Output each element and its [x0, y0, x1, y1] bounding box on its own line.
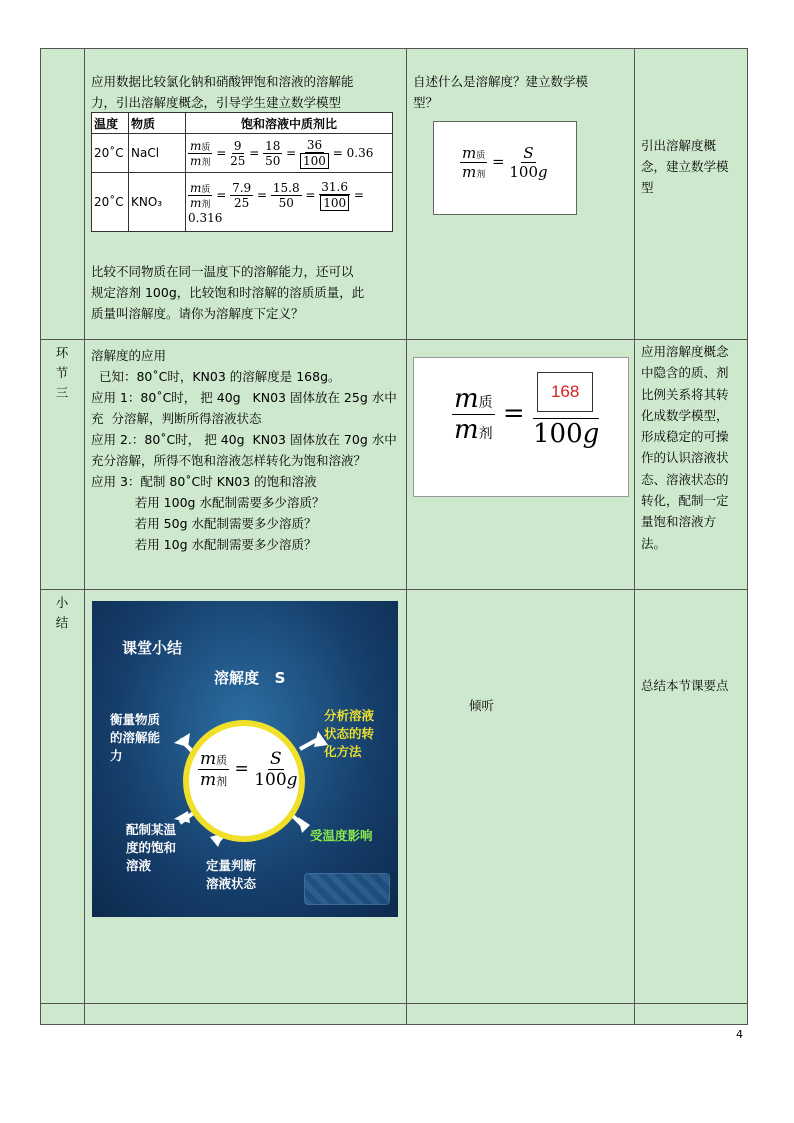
row3-intent: 总结本节课要点 — [641, 678, 729, 693]
slide-center-label: 溶解度 S — [214, 669, 286, 687]
slide-formula: $\frac{\text{m质}}{\text{m剂}}$ = $\frac{S}{100g}$ — [200, 749, 298, 790]
row1-teacher-definition: 比较不同物质在同一温度下的溶解能力，还可以 规定溶剂 100g，比较饱和时溶解的溶质质量，此 质量叫溶解度。请你为溶解度下定义？ — [91, 264, 365, 321]
slide-decoration — [304, 873, 390, 905]
section-label-summary: 小 结 — [55, 595, 69, 630]
row2-intent: 应用溶解度概念 中隐含的质、剂 比例关系将其转 化成数学模型， 形成稳定的可操 作的认识溶液状 态、溶液状态的 转化，配制一定 量饱和溶液方 法。 — [641, 344, 729, 551]
answer-box: 168 — [537, 372, 593, 412]
lesson-table — [40, 48, 748, 1025]
table-row: 20˚C NaCl $\frac{\text{m质}}{\text{m剂}}$ = $\frac{9}{25}$ = $\frac{18}{50}$ = $\frac{36}{100}$ = 0.36 — [92, 134, 393, 173]
slide-label-left-top: 衡量物质 的溶解能 力 — [110, 712, 161, 763]
solubility-formula-large: $\frac{\text{m质}}{\text{m剂}}$ = $\frac{168}{100g}$ — [413, 357, 629, 497]
header-substance: 物质 — [129, 113, 186, 134]
header-ratio: 饱和溶液中质剂比 — [186, 113, 393, 134]
header-temp: 温度 — [92, 113, 129, 134]
slide-label-right-bottom: 受温度影响 — [310, 828, 373, 843]
slide-label-left-bottom: 配制某温 度的饱和 溶液 — [126, 822, 177, 873]
ratio-table — [91, 112, 393, 232]
section-label-3: 环 节 三 — [55, 345, 69, 400]
solubility-formula-small: $\frac{\text{m质}}{\text{m剂}}$ = $\frac{S}{100g}$ — [433, 121, 577, 215]
row1-student: 自述什么是溶解度？建立数学模 型？ — [413, 74, 589, 110]
table-row: 20˚C KNO₃ $\frac{\text{m质}}{\text{m剂}}$ = $\frac{7.9}{25}$ = $\frac{15.8}{50}$ = $\frac{31.6}{100}$ = 0.316 — [92, 173, 393, 232]
row3-student: 倾听 — [469, 698, 495, 713]
page-number: 4 — [736, 1028, 743, 1041]
summary-slide — [92, 601, 398, 917]
slide-label-right-top: 分析溶液 状态的转 化方法 — [324, 708, 375, 759]
row1-intent: 引出溶解度概 念，建立数学模 型 — [641, 138, 729, 195]
slide-title: 课堂小结 — [122, 639, 183, 657]
row1-teacher-intro: 应用数据比较氯化钠和硝酸钾饱和溶液的溶解能 力，引出溶解度概念，引导学生建立数学模型 — [91, 74, 354, 110]
slide-label-bottom-center: 定量判断 溶液状态 — [206, 858, 257, 891]
row2-teacher: 溶解度的应用 已知：80˚C时，KN03 的溶解度是 168g。 应用 1：80˚C时， 把 40g KN03 固体放在 25g 水中 充 分溶解，判断所得溶液状态 应用 2.：80˚C时， 把 40g KN03 固体放在 70g 水中 充分溶解，所得不饱和溶液怎样转化为饱和溶液？ 应用 3：配制 80˚C时 KN03 的饱和溶液 若用 100g 水配制需要多少溶质？ 若用 50g 水配制需要多少溶质？ 若用 10g 水配制需要多少溶质？ — [91, 348, 397, 552]
